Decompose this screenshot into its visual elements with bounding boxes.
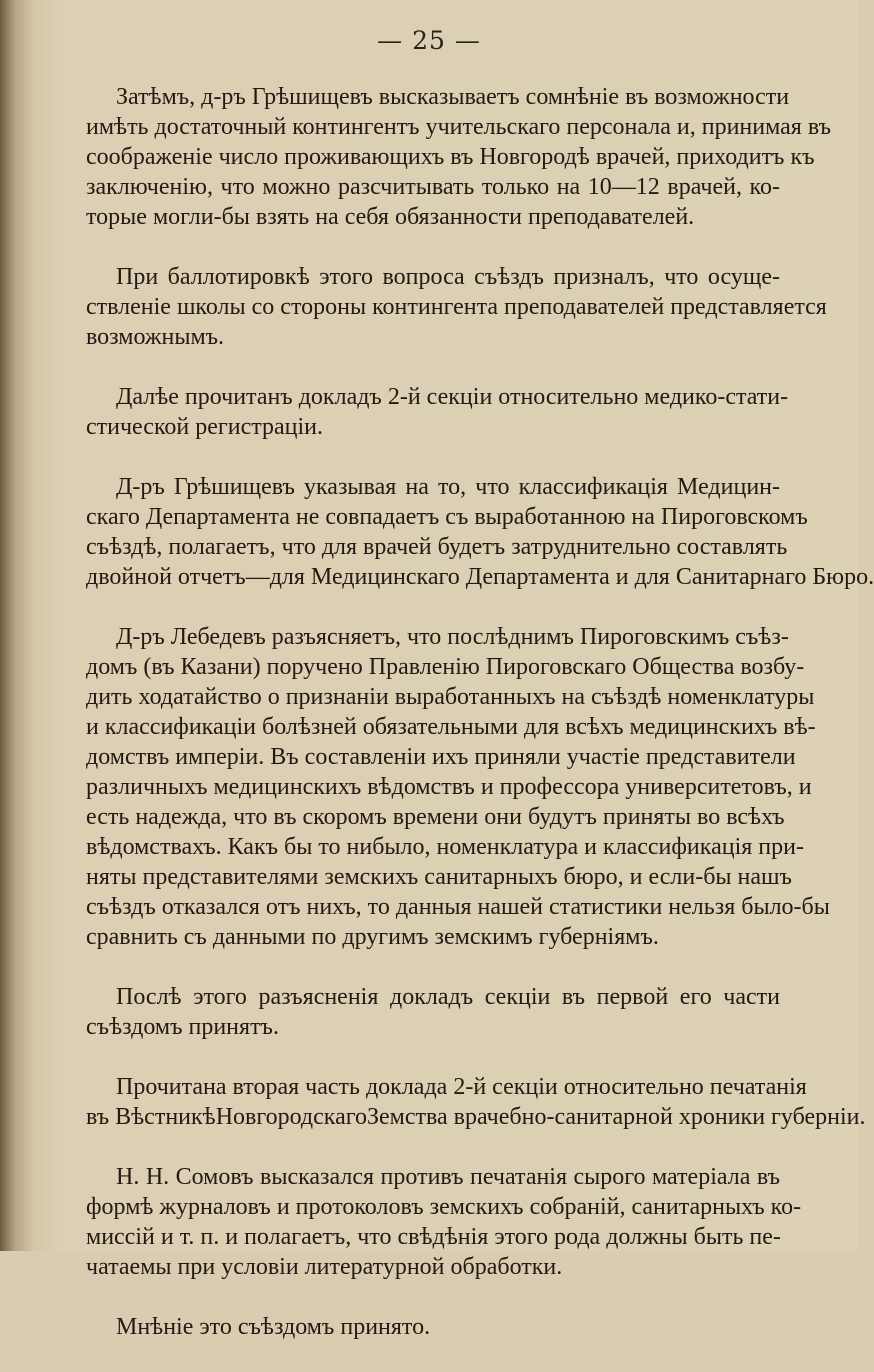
text-line: Д-ръ Лебедевъ разъясняетъ, что послѣднимъ Пироговскимъ съѣз-: [116, 624, 789, 650]
text-line: няты представителями земскихъ санитарныхъ бюро, и если-бы нашъ: [86, 864, 792, 890]
text-line: съѣздомъ принятъ.: [86, 1014, 279, 1040]
text-line: есть надежда, что въ скоромъ времени они будутъ приняты во всѣхъ: [86, 804, 785, 830]
page-number: — 25 —: [377, 26, 481, 55]
paragraph: [86, 82, 831, 232]
text-line: возможнымъ.: [86, 324, 225, 350]
text-line: чатаемы при условіи литературной обработки.: [86, 1254, 563, 1280]
text-line: Д-ръ Грѣшищевъ указывая на то, что классификація Медицин-: [116, 474, 780, 500]
page-body-text: [86, 82, 874, 1372]
paragraph: [86, 622, 830, 952]
text-line: стической регистраціи.: [86, 414, 324, 440]
text-line: въ ВѣстникѣНовгородскагоЗемства врачебно-санитарной хроники губерніи.: [86, 1104, 866, 1130]
text-line: При баллотировкѣ этого вопроса съѣздъ призналъ, что осуще-: [116, 264, 780, 290]
paragraph: [86, 1162, 802, 1282]
text-line: домствъ имперіи. Въ составленіи ихъ приняли участіе представители: [86, 744, 796, 770]
text-line: скаго Департамента не совпадаетъ съ выработанною на Пироговскомъ: [86, 504, 808, 530]
text-line: Прочитана вторая часть доклада 2-й секціи относительно печатанія: [116, 1074, 807, 1100]
text-line: имѣть достаточный контингентъ учительскаго персонала и, принимая въ: [86, 114, 831, 140]
paragraph: [86, 382, 789, 442]
text-line: домъ (въ Казани) поручено Правленію Пироговскаго Общества возбу-: [86, 654, 805, 680]
text-line: соображеніе число проживающихъ въ Новгородѣ врачей, приходитъ къ: [86, 144, 815, 170]
text-line: дить ходатайство о признаніи выработанныхъ на съѣздѣ номенклатуры: [86, 684, 815, 710]
text-line: Послѣ этого разъясненія докладъ секціи въ первой его части: [116, 984, 780, 1010]
paragraph: [86, 472, 874, 592]
paragraph: [86, 982, 780, 1042]
text-line: формѣ журналовъ и протоколовъ земскихъ собраній, санитарныхъ ко-: [86, 1194, 802, 1220]
text-line: и классификаціи болѣзней обязательными для всѣхъ медицинскихъ вѣ-: [86, 714, 816, 740]
text-line: двойной отчетъ—для Медицинскаго Департамента и для Санитарнаго Бюро.: [86, 564, 874, 590]
paragraph: [86, 1312, 780, 1342]
text-line: Далѣе прочитанъ докладъ 2-й секціи относительно медико-стати-: [116, 384, 789, 410]
text-line: Н. Н. Сомовъ высказался противъ печатанія сырого матеріала въ: [116, 1164, 780, 1190]
text-line: съѣздѣ, полагаетъ, что для врачей будетъ затруднительно составлять: [86, 534, 788, 560]
text-line: миссій и т. п. и полагаетъ, что свѣдѣнія этого рода должны быть пе-: [86, 1224, 781, 1250]
text-line: сравнить съ данными по другимъ земскимъ губерніямъ.: [86, 924, 659, 950]
text-line: различныхъ медицинскихъ вѣдомствъ и профессора университетовъ, и: [86, 774, 812, 800]
text-line: Затѣмъ, д-ръ Грѣшищевъ высказываетъ сомнѣніе въ возможности: [116, 84, 790, 110]
paragraph: [86, 1072, 866, 1132]
text-line: вѣдомствахъ. Какъ бы то нибыло, номенклатура и классификація при-: [86, 834, 804, 860]
text-line: торые могли-бы взять на себя обязанности преподавателей.: [86, 204, 695, 230]
text-line: заключенію, что можно разсчитывать только на 10—12 врачей, ко-: [86, 174, 780, 200]
text-line: съѣздъ отказался отъ нихъ, то данныя нашей статистики нельзя было-бы: [86, 894, 830, 920]
text-line: ствленіе школы со стороны контингента преподавателей представляется: [86, 294, 827, 320]
text-line: Мнѣніе это съѣздомъ принято.: [116, 1314, 431, 1340]
paragraph: [86, 262, 827, 352]
